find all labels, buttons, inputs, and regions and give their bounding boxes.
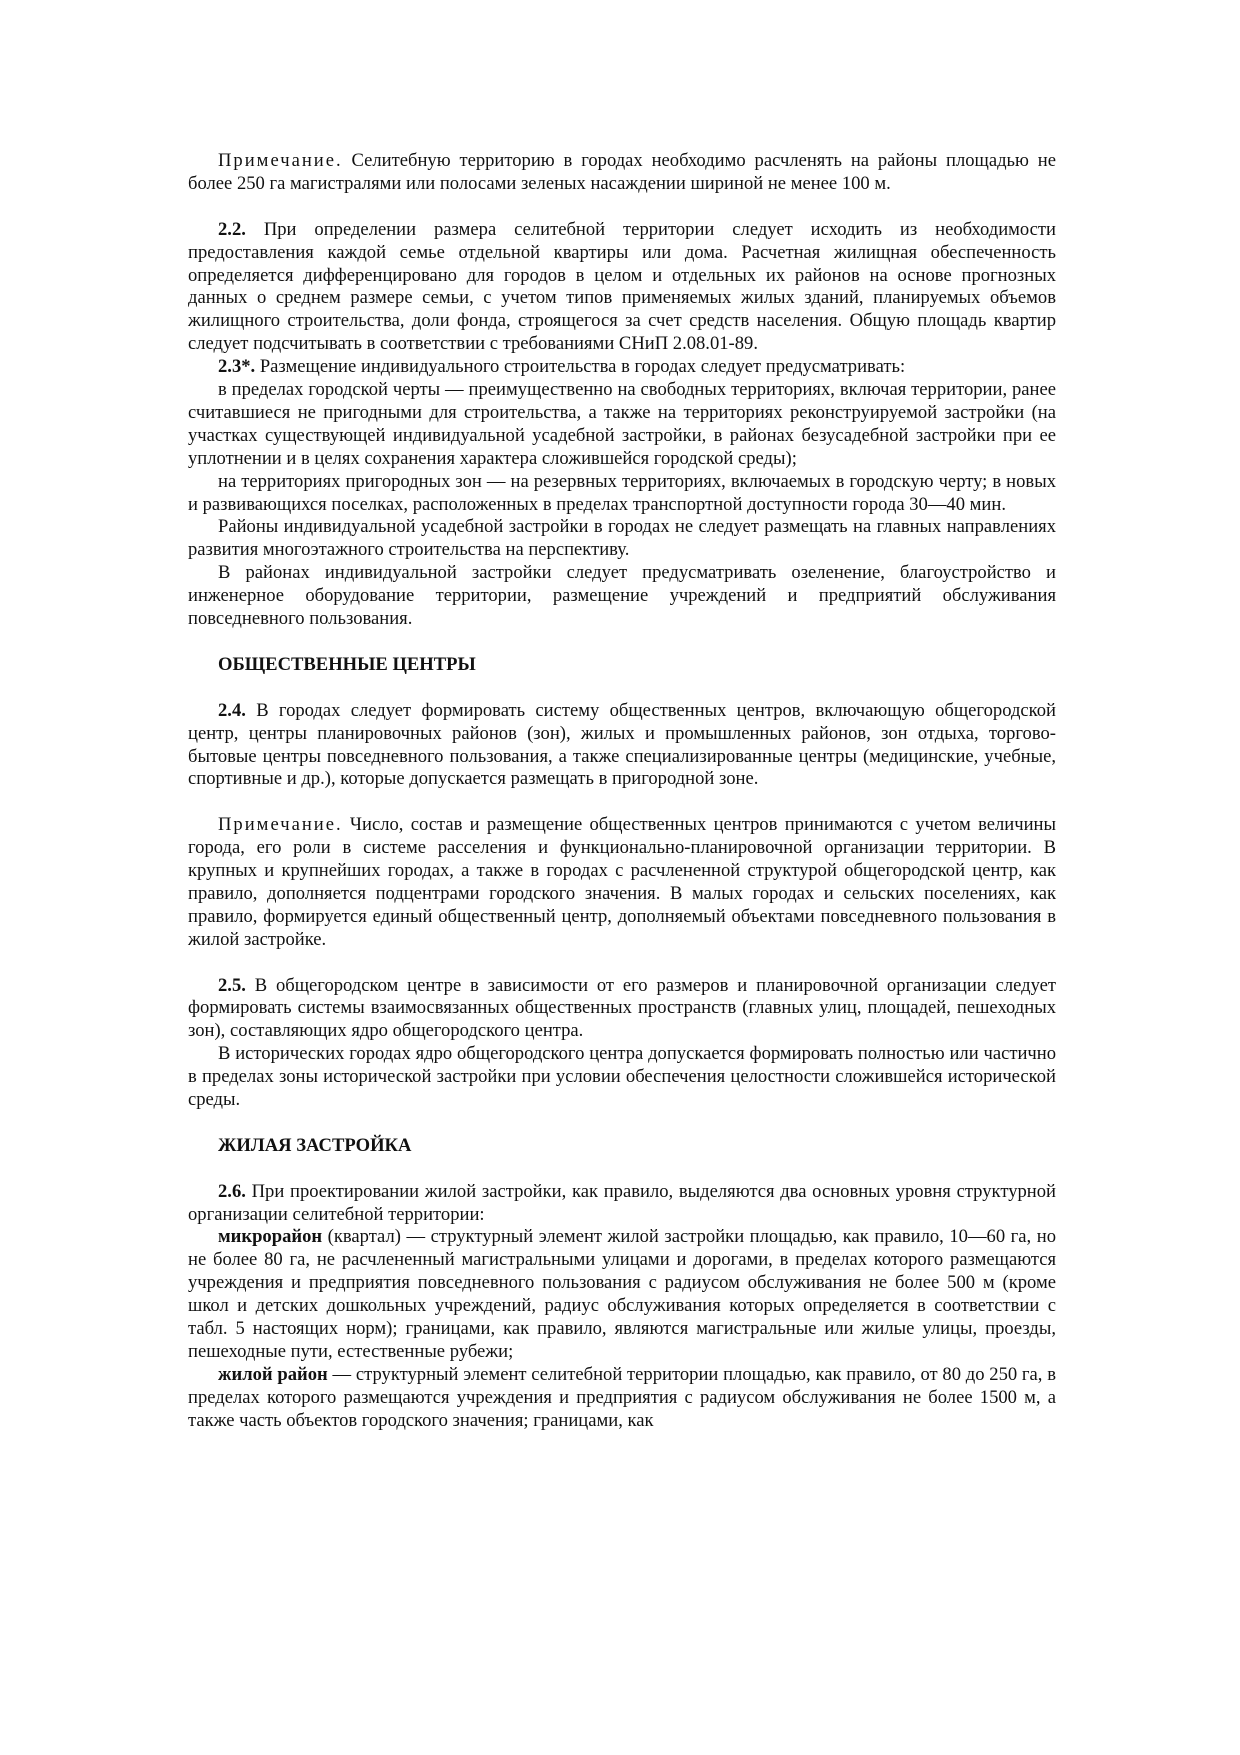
note-paragraph bbox=[188, 150, 1056, 196]
clause-number: 2.6. bbox=[218, 1180, 246, 1202]
paragraph-2-3-suburban: на территориях пригородных зон — на резервных территориях, включаемых в городскую черту; в новых и развивающихся поселках, расположенных в пределах транспортной доступности города 30—40 мин. bbox=[188, 470, 1056, 515]
paragraph-text: В городах следует формировать систему общественных центров, включающую общегородской центр, центры планировочных районов (зон), жилых и промышленных районов, зон отдыха, торгово-бытовые центры повседневного пользования, а также специализированные центры (медицинские, учебные, спортивные и др.), которые допускается размещать в пригородной зоне. bbox=[188, 699, 1056, 790]
section-heading-residential: ЖИЛАЯ ЗАСТРОЙКА bbox=[218, 1134, 412, 1156]
note-paragraph bbox=[188, 814, 1056, 951]
clause-number: 2.4. bbox=[218, 699, 246, 721]
clause-number: 2.2. bbox=[218, 218, 246, 240]
clause-number: 2.5. bbox=[218, 974, 246, 996]
paragraph-2-3-placement: Районы индивидуальной усадебной застройки в городах не следует размещать на главных направлениях развития многоэтажного строительства на перспективу. bbox=[188, 516, 1056, 561]
spacer bbox=[188, 196, 1056, 219]
spacer bbox=[188, 952, 1056, 975]
note-label: Примечание. bbox=[218, 814, 343, 836]
clause-number: 2.3*. bbox=[218, 356, 256, 378]
paragraph-text: (квартал) — структурный элемент жилой застройки площадью, как правило, 10—60 га, но не более 80 га, не расчлененный магистральными улицами и дорогами, в пределах которого размещаются учреждения и предприятия повседневного пользования с радиусом обслуживания не более 500 м (кроме школ и детских дошкольных учреждений, радиус обслуживания которых определяется в соответствии с табл. 5 настоящих норм); границами, как правило, являются магистральные или жилые улицы, проезды, пешеходные пути, естественные рубежи; bbox=[188, 1226, 1056, 1363]
document-page bbox=[188, 150, 1056, 1433]
paragraph-text: При определении размера селитебной территории следует исходить из необходимости предоставления каждой семье отдельной квартиры или дома. Расчетная жилищная обеспеченность определяется дифференцировано для городов в целом и отдельных их районов на основе прогнозных данных о среднем размере семьи, с учетом типов применяемых жилых зданий, планируемых объемов жилищного строительства, доли фонда, строящегося за счет средств населения. Общую площадь квартир следует подсчитывать в соответствии с требованиями СНиП 2.08.01-89. bbox=[188, 218, 1056, 355]
note-label: Примечание. bbox=[218, 150, 343, 171]
paragraph-text: — структурный элемент селитебной территории площадью, как правило, от 80 до 250 га, в пределах которого размещаются учреждения и предприятия с радиусом обслуживания не более 1500 м, а также часть объектов городского значения; границами, как bbox=[188, 1363, 1056, 1431]
paragraph-2-6 bbox=[188, 1181, 1056, 1227]
paragraph-2-3 bbox=[188, 356, 1056, 379]
note-text: Селитебную территорию в городах необходимо расчленять на районы площадью не более 250 га магистралями или полосами зеленых насаждении шириной не менее 100 м. bbox=[188, 150, 1056, 194]
spacer bbox=[188, 631, 1056, 654]
paragraph-text: В общегородском центре в зависимости от его размеров и планировочной организации следует формировать системы взаимосвязанных общественных пространств (главных улиц, площадей, пешеходных зон), составляющих ядро общегородского центра. bbox=[188, 974, 1056, 1042]
defined-term: жилой район bbox=[218, 1363, 328, 1385]
paragraph-2-3-amenities: В районах индивидуальной застройки следует предусматривать озеленение, благоустройство и инженерное оборудование территории, размещение учреждений и предприятий обслуживания повседневного пользования. bbox=[188, 562, 1056, 630]
spacer bbox=[188, 677, 1056, 700]
defined-term: микрорайон bbox=[218, 1226, 323, 1248]
paragraph-2-2 bbox=[188, 219, 1056, 356]
paragraph-2-4 bbox=[188, 700, 1056, 792]
spacer bbox=[188, 791, 1056, 814]
section-heading-public-centers: ОБЩЕСТВЕННЫЕ ЦЕНТРЫ bbox=[218, 653, 476, 675]
paragraph-2-5-historic: В исторических городах ядро общегородского центра допускается формировать полностью или частично в пределах зоны исторической застройки при условии обеспечения целостности сложившейся исторической среды. bbox=[188, 1043, 1056, 1111]
paragraph-text: Размещение индивидуального строительства в городах следует предусматривать: bbox=[255, 356, 906, 378]
paragraph-2-5 bbox=[188, 975, 1056, 1044]
paragraph-2-3-city-limits: в пределах городской черты — преимущественно на свободных территориях, включая территории, ранее считавшиеся не пригодными для строительства, а также на территориях реконструируемой застройки (на участках существующей индивидуальной усадебной застройки, в районах безусадебной застройки при ее уплотнении и в целях сохранения характера сложившейся городской среды); bbox=[188, 379, 1056, 469]
paragraph-2-6-residential-district bbox=[188, 1364, 1056, 1433]
spacer bbox=[188, 1158, 1056, 1181]
paragraph-text: При проектировании жилой застройки, как правило, выделяются два основных уровня структурной организации селитебной территории: bbox=[188, 1180, 1056, 1225]
paragraph-2-6-microdistrict bbox=[188, 1226, 1056, 1363]
spacer bbox=[188, 1112, 1056, 1135]
note-text: Число, состав и размещение общественных центров принимаются с учетом величины города, его роли в системе расселения и функционально-планировочной организации территории. В крупных и крупнейших городах, а также в городах с расчлененной структурой общегородской центр, как правило, дополняется подцентрами городского значения. В малых городах и сельских поселениях, как правило, формируется единый общественный центр, дополняемый объектами повседневного пользования в жилой застройке. bbox=[188, 814, 1056, 950]
